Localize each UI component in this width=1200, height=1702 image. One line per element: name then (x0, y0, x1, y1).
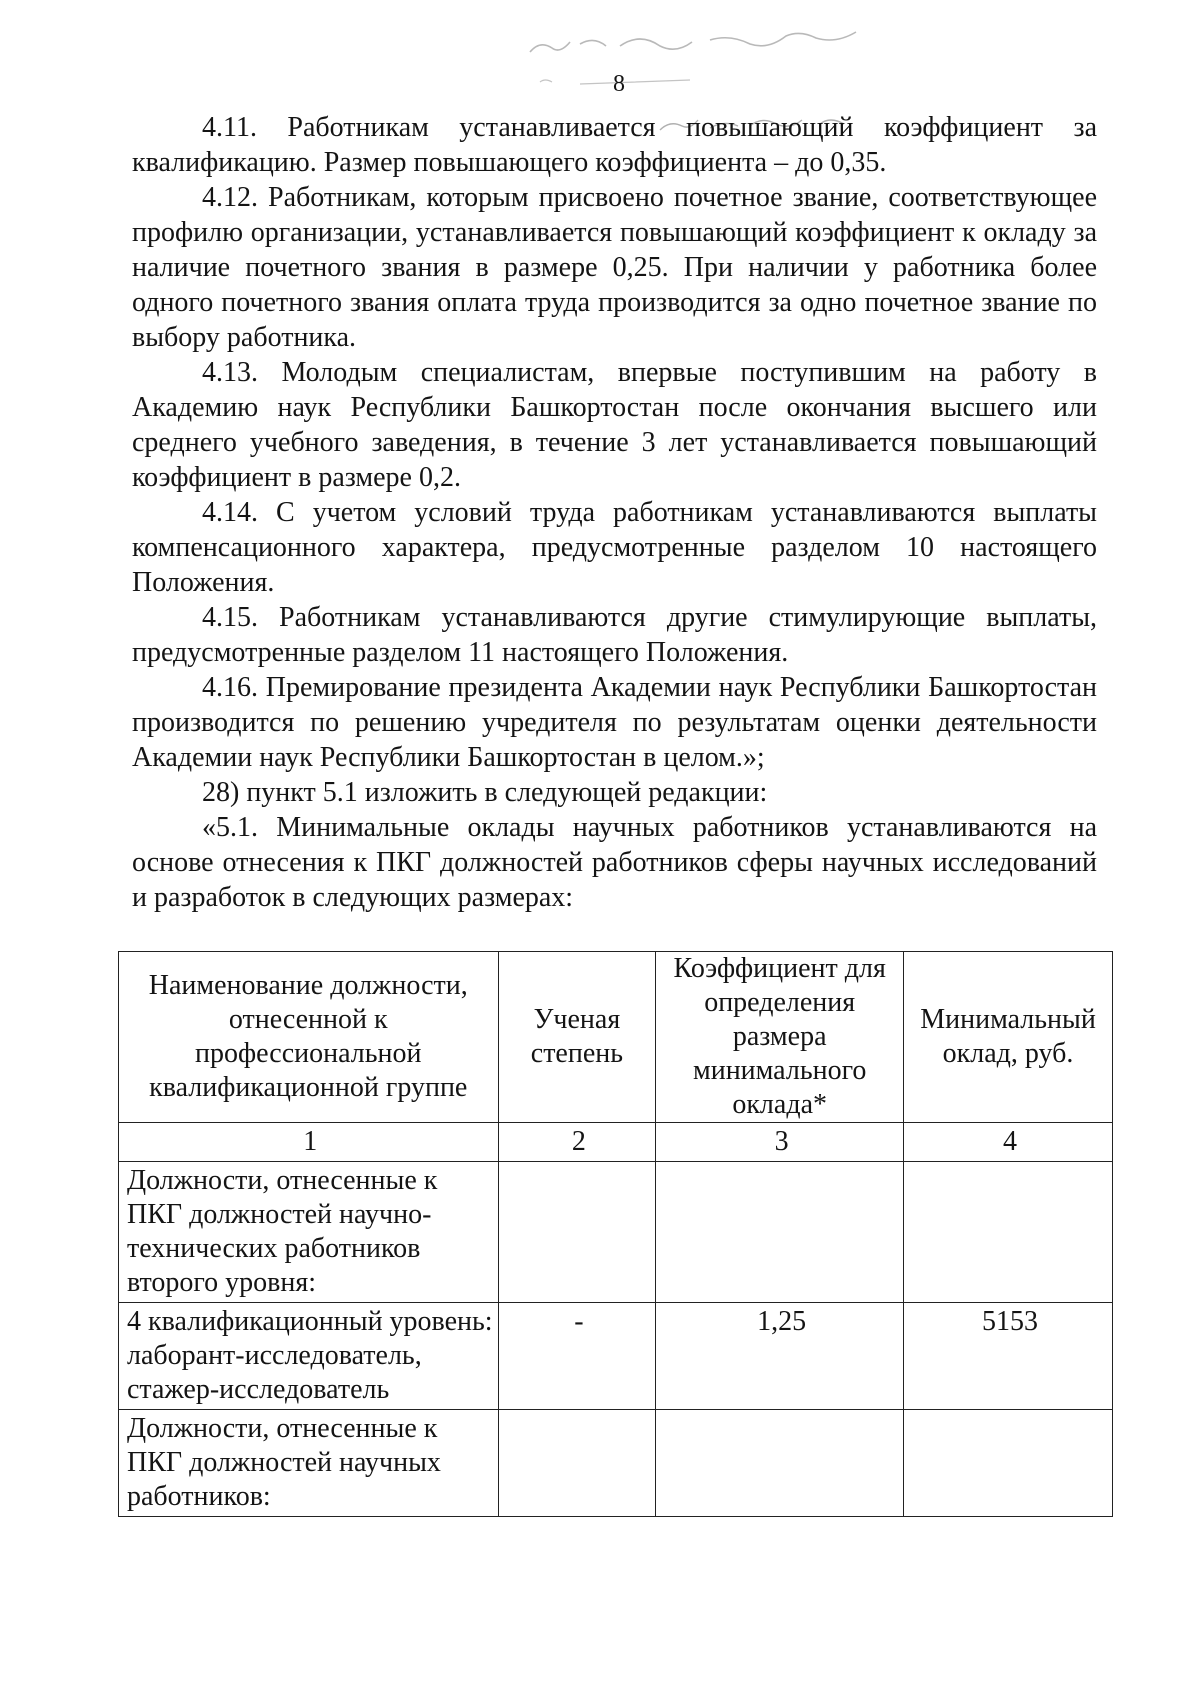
cell-coefficient (656, 1410, 904, 1517)
cell-degree (498, 1162, 656, 1303)
table-row (119, 1162, 1113, 1303)
page-number: 8 (613, 71, 625, 97)
column-number: 2 (498, 1123, 656, 1162)
header-position-name: Наименование должности, отнесенной к профессиональной квалификационной группе (119, 952, 499, 1123)
paragraph-4-11: 4.11. Работникам устанавливается повышающий коэффициент за квалификацию. Размер повышающего коэффициента – до 0,35. (132, 112, 1097, 178)
cell-coefficient: 1,25 (656, 1303, 904, 1410)
table-header-row (119, 952, 1113, 1123)
cell-coefficient (656, 1162, 904, 1303)
column-number: 4 (904, 1123, 1113, 1162)
header-min-salary: Минимальный оклад, руб. (904, 952, 1113, 1123)
salary-table (118, 951, 1113, 1517)
paragraph-5-1: «5.1. Минимальные оклады научных работников устанавливаются на основе отнесения к ПКГ должностей работников сферы научных исследований и разработок в следующих размерах: (132, 812, 1097, 913)
cell-salary: 5153 (904, 1303, 1113, 1410)
table-row (119, 1303, 1113, 1410)
paragraph-4-14: 4.14. С учетом условий труда работникам устанавливаются выплаты компенсационного характера, предусмотренные разделом 10 настоящего Положения. (132, 497, 1097, 598)
cell-degree (498, 1410, 656, 1517)
document-body (132, 110, 1097, 915)
column-number: 1 (119, 1123, 499, 1162)
header-coefficient: Коэффициент для определения размера минимального оклада* (656, 952, 904, 1123)
column-number: 3 (656, 1123, 904, 1162)
cell-position: 4 квалификационный уровень: лаборант-исследователь, стажер-исследователь (119, 1303, 499, 1410)
cell-salary (904, 1162, 1113, 1303)
table-row (119, 1410, 1113, 1517)
cell-position: Должности, отнесенные к ПКГ должностей научно-технических работников второго уровня: (119, 1162, 499, 1303)
paragraph-4-16: 4.16. Премирование президента Академии наук Республики Башкортостан производится по решению учредителя по результатам оценки деятельности Академии наук Республики Башкортостан в целом.»; (132, 672, 1097, 773)
cell-position: Должности, отнесенные к ПКГ должностей научных работников: (119, 1410, 499, 1517)
cell-salary (904, 1410, 1113, 1517)
cell-degree: - (498, 1303, 656, 1410)
paragraph-4-15: 4.15. Работникам устанавливаются другие стимулирующие выплаты, предусмотренные разделом 11 настоящего Положения. (132, 602, 1097, 668)
column-number-row (119, 1123, 1113, 1162)
paragraph-item-28: 28) пункт 5.1 изложить в следующей редакции: (202, 777, 768, 808)
paragraph-4-12: 4.12. Работникам, которым присвоено почетное звание, соответствующее профилю организации, устанавливается повышающий коэффициент к окладу за наличие почетного звания в размере 0,25. При наличии у работника более одного почетного звания оплата труда производится за одно почетное звание по выбору работника. (132, 182, 1097, 353)
header-academic-degree: Ученая степень (498, 952, 656, 1123)
paragraph-4-13: 4.13. Молодым специалистам, впервые поступившим на работу в Академию наук Республики Башкортостан после окончания высшего или среднего учебного заведения, в течение 3 лет устанавливается повышающий коэффициент в размере 0,2. (132, 357, 1097, 493)
